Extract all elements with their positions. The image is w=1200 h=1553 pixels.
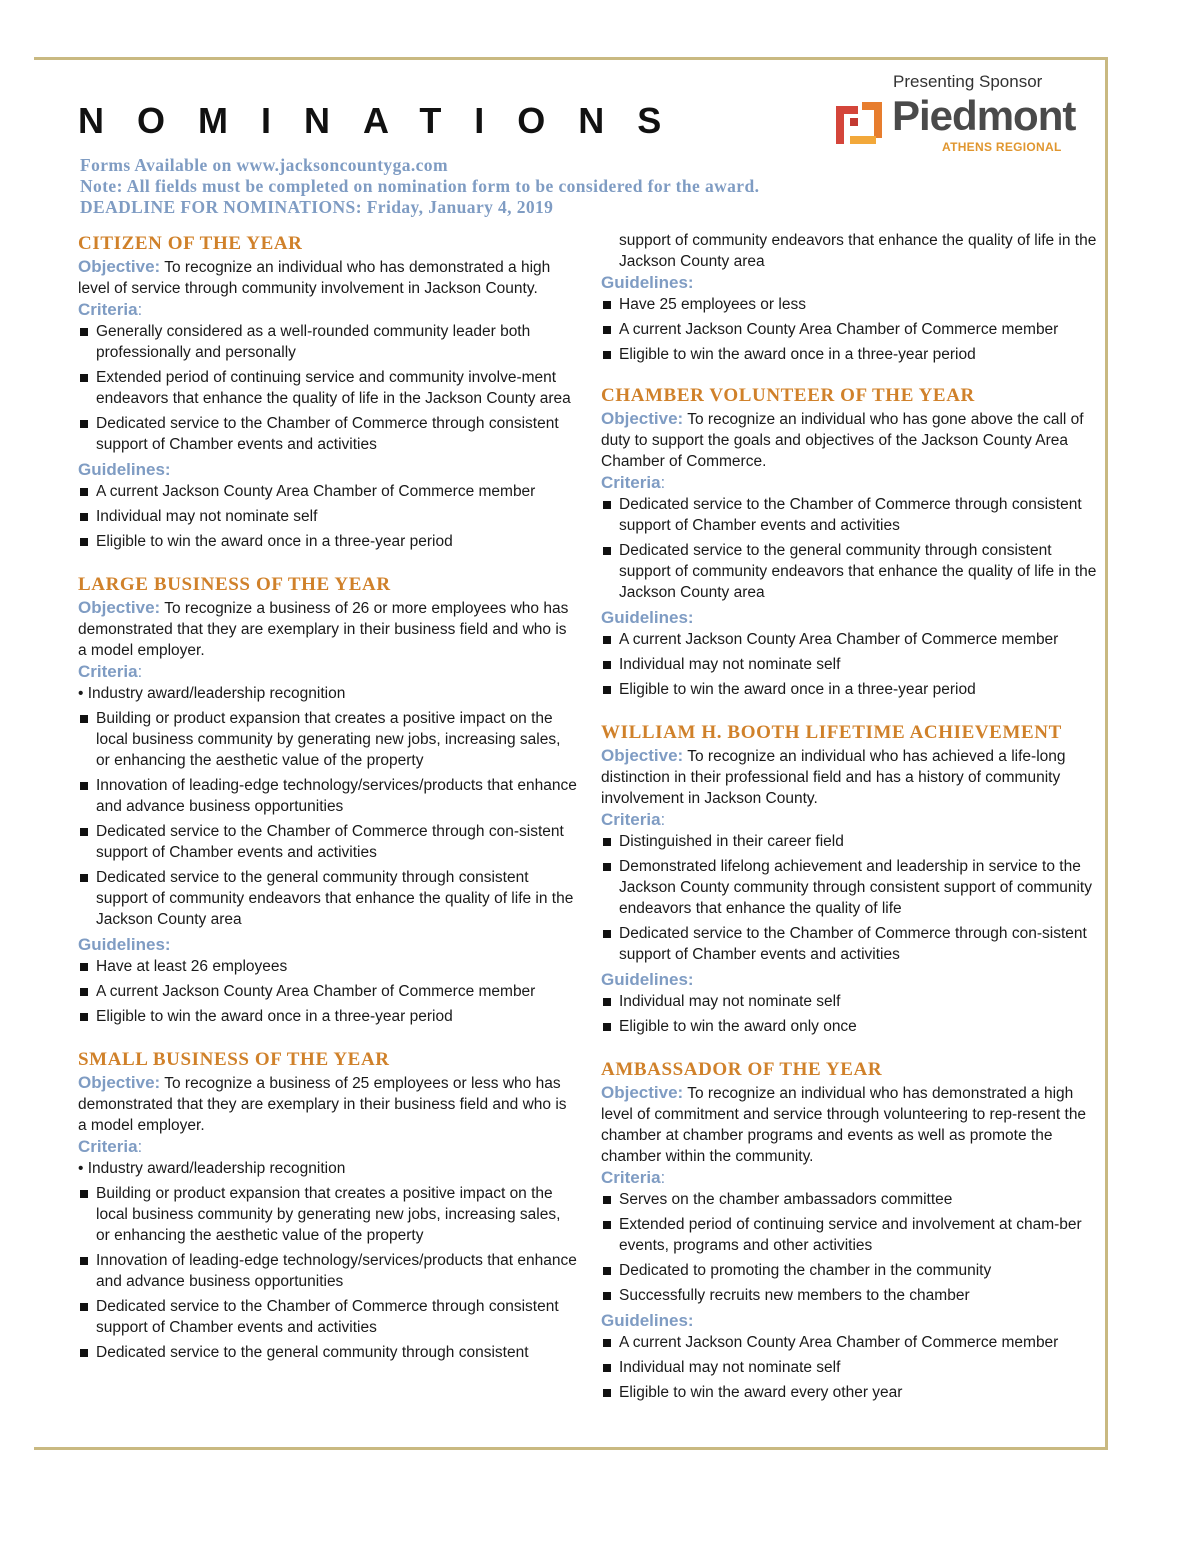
section-small-business-continued [601,230,1101,365]
section-lifetime-achievement [601,722,1101,1037]
piedmont-logo-icon [834,98,886,150]
criteria-label: Criteria: [601,473,666,492]
border-top [34,57,1108,60]
section-citizen [78,233,578,552]
guidelines-label: Guidelines: [78,935,171,954]
criteria-list [78,683,578,930]
section-chamber-volunteer [601,385,1101,700]
criteria-list [78,1158,578,1363]
list-item: Dedicated service to the Chamber of Commerce through consistent support of Chamber events and activities [601,494,1101,536]
criteria-label: Criteria: [601,810,666,829]
logo-name: Piedmont [892,92,1076,139]
list-item: Building or product expansion that creates a positive impact on the local business community by generating new jobs, increasing sales, or enhancing the aesthetic value of the property [78,708,578,771]
section-small-business [78,1049,578,1363]
border-bottom [34,1447,1108,1450]
list-item: Eligible to win the award once in a three-year period [78,1006,578,1027]
list-item: • Industry award/leadership recognition [78,1160,346,1177]
list-item: Dedicated service to the Chamber of Commerce through con-sistent support of Chamber events and activities [78,821,578,863]
list-item: Eligible to win the award every other year [601,1382,1101,1403]
section-heading: CHAMBER VOLUNTEER OF THE YEAR [601,385,975,406]
list-item: Dedicated service to the general community through consistent support of community endeavors that enhance the quality of life in the Jackson County area [78,867,578,930]
criteria-label: Criteria: [78,1137,143,1156]
list-item: Individual may not nominate self [601,1357,1101,1378]
objective-label: Objective: [601,1083,684,1102]
guidelines-label: Guidelines: [601,273,694,292]
section-ambassador [601,1059,1101,1403]
list-item: Innovation of leading-edge technology/services/products that enhance and advance business opportunities [78,1250,578,1292]
section-large-business [78,574,578,1027]
list-item: Dedicated service to the general community through consistent support of community endeavors that enhance the quality of life in the Jackson County area [601,540,1101,603]
objective: Objective: To recognize a business of 25 employees or less who has demonstrated that they are exemplary in their business field and who is a model employer. [78,1073,567,1134]
criteria-list [601,1189,1101,1306]
section-heading: WILLIAM H. BOOTH LIFETIME ACHIEVEMENT [601,722,1062,743]
guidelines-label: Guidelines: [78,460,171,479]
page-title: NOMINATIONS [78,100,695,141]
left-column [78,233,578,1385]
list-item: Dedicated service to the Chamber of Commerce through con-sistent support of Chamber events and activities [601,923,1101,965]
list-item: Successfully recruits new members to the chamber [601,1285,1101,1306]
objective-label: Objective: [78,257,161,276]
list-item: A current Jackson County Area Chamber of Commerce member [78,981,578,1002]
forms-note: Forms Available on www.jacksoncountyga.com [80,155,448,175]
list-item: Generally considered as a well-rounded community leader both professionally and personally [78,321,578,363]
section-heading: SMALL BUSINESS OF THE YEAR [78,1049,390,1070]
guidelines-list [601,1332,1101,1403]
criteria-label: Criteria: [601,1168,666,1187]
objective: Objective: To recognize an individual who has demonstrated a high level of commitment and service through volunteering to rep-resent the chamber at chamber programs and events as well as promote the chamber within the community. [601,1083,1087,1165]
criteria-label: Criteria: [78,300,143,319]
list-item: Dedicated service to the general community through consistent [78,1342,578,1363]
section-heading: AMBASSADOR OF THE YEAR [601,1059,883,1080]
list-item: Have at least 26 employees [78,956,578,977]
list-item: A current Jackson County Area Chamber of Commerce member [601,629,1101,650]
notes [80,155,759,218]
criteria-label: Criteria: [78,662,143,681]
list-item: Eligible to win the award once in a three-year period [601,679,1101,700]
list-item: A current Jackson County Area Chamber of Commerce member [601,1332,1101,1353]
list-item: Distinguished in their career field [601,831,1101,852]
fields-note: Note: All fields must be completed on nomination form to be considered for the award. [80,176,760,196]
objective-label: Objective: [78,1073,161,1092]
border-right [1105,57,1108,1450]
objective-label: Objective: [78,598,161,617]
criteria-list [601,494,1101,603]
guidelines-list [601,991,1101,1037]
guidelines-list [601,629,1101,700]
list-item: Extended period of continuing service and involvement at cham-ber events, programs and other activities [601,1214,1101,1256]
guidelines-list [78,481,578,552]
list-item: Have 25 employees or less [601,294,1101,315]
objective-label: Objective: [601,409,684,428]
list-item: Dedicated to promoting the chamber in the community [601,1260,1101,1281]
right-column [601,230,1101,1425]
list-item: Individual may not nominate self [601,991,1101,1012]
objective: Objective: To recognize a business of 26 or more employees who has demonstrated that they are exemplary in their business field and who is a model employer. [78,598,569,659]
section-heading: LARGE BUSINESS OF THE YEAR [78,574,391,595]
logo-subtitle: ATHENS REGIONAL [942,140,1062,154]
list-item: A current Jackson County Area Chamber of Commerce member [601,319,1101,340]
list-item: Serves on the chamber ambassadors committee [601,1189,1101,1210]
deadline-note: DEADLINE FOR NOMINATIONS: Friday, January 4, 2019 [80,197,554,217]
list-item: Dedicated service to the Chamber of Commerce through consistent support of Chamber events and activities [78,1296,578,1338]
list-item: Eligible to win the award once in a three-year period [78,531,578,552]
list-item: Building or product expansion that creates a positive impact on the local business community by generating new jobs, increasing sales, or enhancing the aesthetic value of the property [78,1183,578,1246]
list-item: • Industry award/leadership recognition [78,685,346,702]
list-item: Extended period of continuing service and community involve-ment endeavors that enhance the quality of life in the Jackson County area [78,367,578,409]
guidelines-list [601,294,1101,365]
criteria-list [78,321,578,455]
list-item: Eligible to win the award only once [601,1016,1101,1037]
objective: Objective: To recognize an individual who has demonstrated a high level of service through community involvement in Jackson County. [78,257,551,297]
objective: Objective: To recognize an individual who has achieved a life-long distinction in their professional field and has a history of community involvement in Jackson County. [601,746,1066,807]
list-item: Individual may not nominate self [601,654,1101,675]
list-item: Dedicated service to the Chamber of Commerce through consistent support of Chamber events and activities [78,413,578,455]
list-item: Innovation of leading-edge technology/services/products that enhance and advance business opportunities [78,775,578,817]
list-item: Demonstrated lifelong achievement and leadership in service to the Jackson County community through consistent support of community endeavors that enhance the quality of life [601,856,1101,919]
criteria-list [601,831,1101,965]
list-item: Individual may not nominate self [78,506,578,527]
list-item: A current Jackson County Area Chamber of Commerce member [78,481,578,502]
guidelines-label: Guidelines: [601,608,694,627]
objective-label: Objective: [601,746,684,765]
guidelines-label: Guidelines: [601,970,694,989]
objective: Objective: To recognize an individual who has gone above the call of duty to support the goals and objectives of the Jackson County Area Chamber of Commerce. [601,409,1084,470]
continued-criteria: support of community endeavors that enhance the quality of life in the Jackson County area [619,232,1097,270]
section-heading: CITIZEN OF THE YEAR [78,233,303,254]
guidelines-label: Guidelines: [601,1311,694,1330]
sponsor-logo [834,92,1076,158]
sponsor-label: Presenting Sponsor [893,72,1043,91]
guidelines-list [78,956,578,1027]
list-item: Eligible to win the award once in a three-year period [601,344,1101,365]
